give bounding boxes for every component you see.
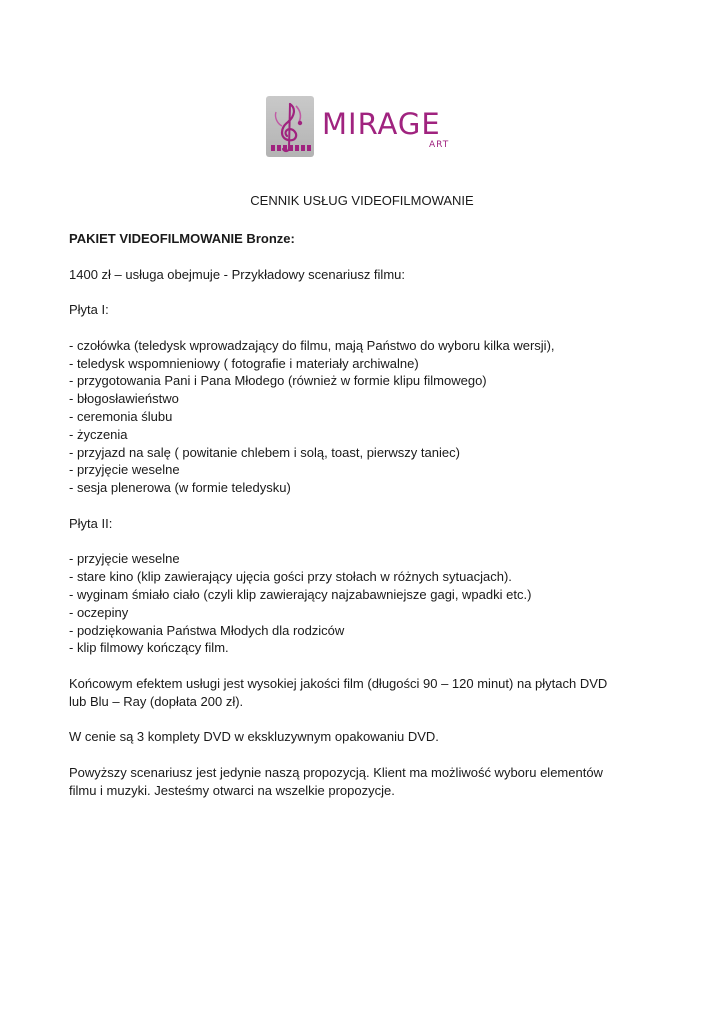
disc2-list (69, 550, 669, 657)
closing-line-2: filmu i muzyki. Jesteśmy otwarci na wszelkie propozycje. (69, 782, 395, 798)
logo-name: MIRAGE (322, 107, 441, 141)
list-item: - przygotowania Pani i Pana Młodego (również w formie klipu filmowego) (69, 373, 487, 389)
list-item: - podziękowania Państwa Młodych dla rodziców (69, 622, 345, 638)
dvd-note: W cenie są 3 komplety DVD w ekskluzywnym opakowaniu DVD. (69, 729, 439, 745)
package-heading: PAKIET VIDEOFILMOWANIE Bronze: (69, 231, 295, 246)
list-item: - sesja plenerowa (w formie teledysku) (69, 480, 291, 496)
document-title: CENNIK USŁUG VIDEOFILMOWANIE (250, 193, 474, 208)
list-item: - błogosławieństwo (69, 391, 179, 407)
list-item: - klip filmowy kończący film. (69, 640, 229, 656)
list-item: - stare kino (klip zawierający ujęcia gości przy stołach w różnych sytuacjach). (69, 569, 512, 585)
list-item: - życzenia (69, 426, 128, 442)
list-item: - teledysk wspomnieniowy ( fotografie i materiały archiwalne) (69, 355, 419, 371)
document-body (69, 230, 669, 800)
final-result-line-2: lub Blu – Ray (dopłata 200 zł). (69, 693, 244, 709)
list-item: - przyjazd na salę ( powitanie chlebem i solą, toast, pierwszy taniec) (69, 444, 460, 460)
list-item: - wyginam śmiało ciało (czyli klip zawierający najzabawniejsze gagi, wpadki etc.) (69, 586, 532, 602)
treble-clef-icon (266, 96, 314, 157)
list-item: - oczepiny (69, 604, 129, 620)
disc1-heading: Płyta I: (69, 302, 109, 318)
price-line: 1400 zł – usługa obejmuje - Przykładowy scenariusz filmu: (69, 266, 405, 282)
list-item: - ceremonia ślubu (69, 408, 173, 424)
mirage-art-logo (266, 96, 462, 158)
final-result-line-1: Końcowym efektem usługi jest wysokiej jakości film (długości 90 – 120 minut) na płytach DVD (69, 675, 608, 691)
list-item: - przyjęcie weselne (69, 551, 180, 567)
disc1-list (69, 337, 669, 497)
closing-line-1: Powyższy scenariusz jest jedynie naszą propozycją. Klient ma możliwość wyboru elementów (69, 764, 603, 780)
logo-subtitle: ART (429, 140, 450, 150)
list-item: - czołówka (teledysk wprowadzający do filmu, mają Państwo do wyboru kilka wersji), (69, 337, 555, 353)
disc2-heading: Płyta II: (69, 515, 113, 531)
list-item: - przyjęcie weselne (69, 462, 180, 478)
